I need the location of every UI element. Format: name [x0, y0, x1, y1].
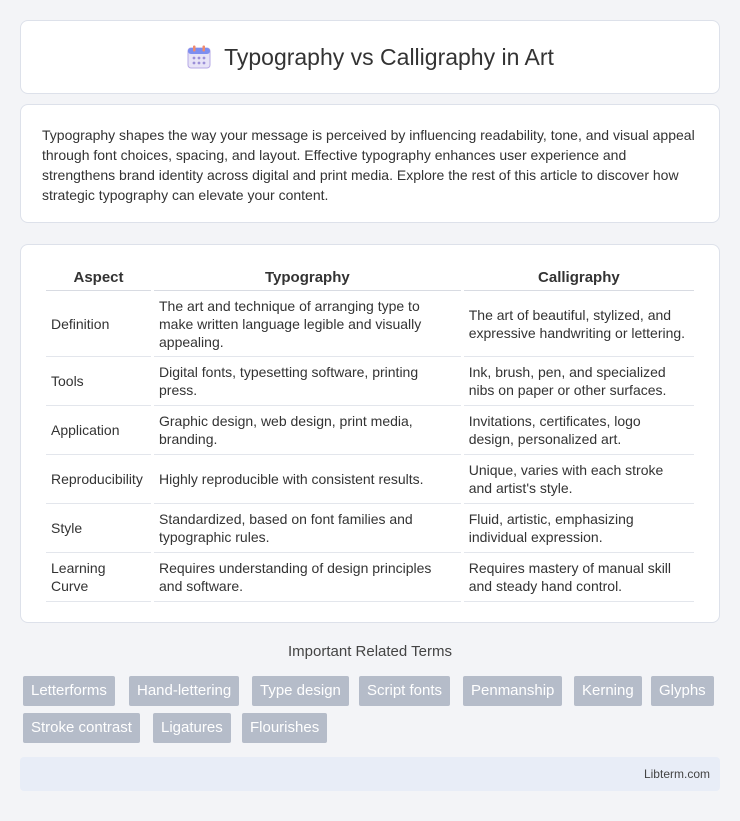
table-cell: Unique, varies with each stroke and artist's style. — [464, 455, 694, 504]
table-row — [46, 291, 694, 357]
tag-type-design[interactable]: Type design — [252, 676, 349, 706]
table-cell: Graphic design, web design, print media, branding. — [154, 406, 461, 455]
related-terms-title: Important Related Terms — [288, 643, 452, 660]
tag-script-fonts[interactable]: Script fonts — [359, 676, 450, 706]
tag-letterforms[interactable]: Letterforms — [23, 676, 115, 706]
tag-glyphs[interactable]: Glyphs — [651, 676, 714, 706]
comparison-table — [43, 263, 697, 602]
table-cell: Fluid, artistic, emphasizing individual expression. — [464, 504, 694, 553]
column-header-typography: Typography — [154, 263, 461, 291]
intro-card — [20, 104, 720, 223]
footer — [20, 757, 720, 791]
table-cell: Style — [46, 504, 151, 553]
table-row — [46, 357, 694, 406]
table-cell: Invitations, certificates, logo design, personalized art. — [464, 406, 694, 455]
comparison-table-card — [20, 244, 720, 623]
tag-stroke-contrast[interactable]: Stroke contrast — [23, 713, 140, 743]
table-cell: Highly reproducible with consistent results. — [154, 455, 461, 504]
table-row — [46, 504, 694, 553]
table-cell: Learning Curve — [46, 553, 151, 602]
tag-penmanship[interactable]: Penmanship — [463, 676, 562, 706]
table-cell: Application — [46, 406, 151, 455]
column-header-aspect: Aspect — [46, 263, 151, 291]
tag-kerning[interactable]: Kerning — [574, 676, 642, 706]
calendar-icon — [186, 44, 212, 70]
table-header-row — [46, 263, 694, 291]
page-title: Typography vs Calligraphy in Art — [224, 43, 554, 70]
header-card — [20, 20, 720, 94]
footer-site-link[interactable]: Libterm.com — [643, 767, 710, 781]
tag-flourishes[interactable]: Flourishes — [242, 713, 327, 743]
table-cell: The art of beautiful, stylized, and expressive handwriting or lettering. — [464, 291, 694, 357]
table-row — [46, 455, 694, 504]
tag-ligatures[interactable]: Ligatures — [153, 713, 231, 743]
tag-hand-lettering[interactable]: Hand-lettering — [129, 676, 239, 706]
intro-text: Typography shapes the way your message is perceived by influencing readability, tone, and visual appeal through font choices, spacing, and layout. Effective typography enhances user experience and strengthens brand identity across digital and print media. Explore the rest of this article to discover how strategic typography can elevate your content. — [42, 127, 695, 203]
table-cell: The art and technique of arranging type to make written language legible and visually appealing. — [154, 291, 461, 357]
table-cell: Requires understanding of design principles and software. — [154, 553, 461, 602]
table-cell: Ink, brush, pen, and specialized nibs on paper or other surfaces. — [464, 357, 694, 406]
table-cell: Standardized, based on font families and typographic rules. — [154, 504, 461, 553]
table-row — [46, 553, 694, 602]
table-cell: Reproducibility — [46, 455, 151, 504]
table-cell: Requires mastery of manual skill and steady hand control. — [464, 553, 694, 602]
table-cell: Definition — [46, 291, 151, 357]
table-cell: Digital fonts, typesetting software, printing press. — [154, 357, 461, 406]
table-row — [46, 406, 694, 455]
column-header-calligraphy: Calligraphy — [464, 263, 694, 291]
table-cell: Tools — [46, 357, 151, 406]
